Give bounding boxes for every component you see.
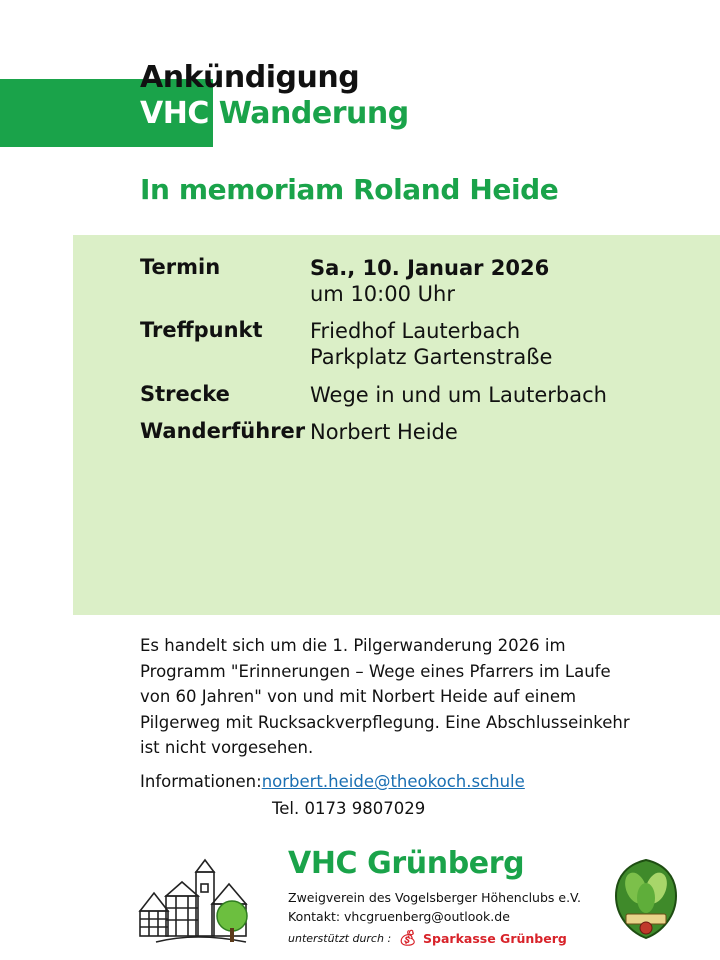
sparkasse-s-logo-icon: 💰︎ [398,929,418,947]
description-line: von 60 Jahren" von und mit Norbert Heide auf einem [140,687,577,706]
title-hike [140,96,409,131]
description-line: Es handelt sich um die 1. Pilgerwanderung 2026 im [140,636,566,655]
detail-value: Friedhof Lauterbach [310,319,521,343]
detail-value-line2: Parkplatz Gartenstraße [310,345,553,369]
supported-by-label: unterstützt durch : [288,932,392,945]
title-vhc: VHC [140,96,209,131]
description-line: Programm "Erinnerungen – Wege eines Pfarrers im Laufe [140,661,611,681]
club-name: VHC Grünberg [288,846,525,881]
detail-value-line2: um 10:00 Uhr [310,282,455,306]
contact-label: Informationen: [140,772,262,791]
town-skyline-logo [136,856,256,946]
detail-value: Sa., 10. Januar 2026 [310,256,550,280]
vhc-emblem-icon [612,858,680,940]
description [140,633,670,761]
club-subtitle-block [288,888,581,926]
club-subtitle: Zweigverein des Vogelsberger Höhenclubs e.V. [288,890,581,905]
title-announcement: Ankündigung [140,60,360,95]
detail-label: Treffpunkt [140,318,263,342]
club-contact: Kontakt: vhcgruenberg@outlook.de [288,909,510,924]
description-line: Pilgerweg mit Rucksackverpflegung. Eine Abschlusseinkehr [140,712,630,732]
sponsor-name: Sparkasse Grünberg [423,931,567,946]
detail-value: Wege in und um Lauterbach [310,383,607,407]
detail-label: Wanderführer [140,419,306,443]
description-line: ist nicht vorgesehen. [140,738,314,757]
contact-info [140,768,525,818]
detail-label: Termin [140,255,221,279]
contact-phone: Tel. 0173 9807029 [272,799,426,818]
memoriam-heading: In memoriam Roland Heide [140,173,559,206]
title-wanderung: Wanderung [208,96,409,131]
detail-label: Strecke [140,382,230,406]
sponsor [398,929,567,947]
detail-value: Norbert Heide [310,420,458,444]
contact-email-link[interactable]: norbert.heide@theokoch.schule [261,772,525,791]
